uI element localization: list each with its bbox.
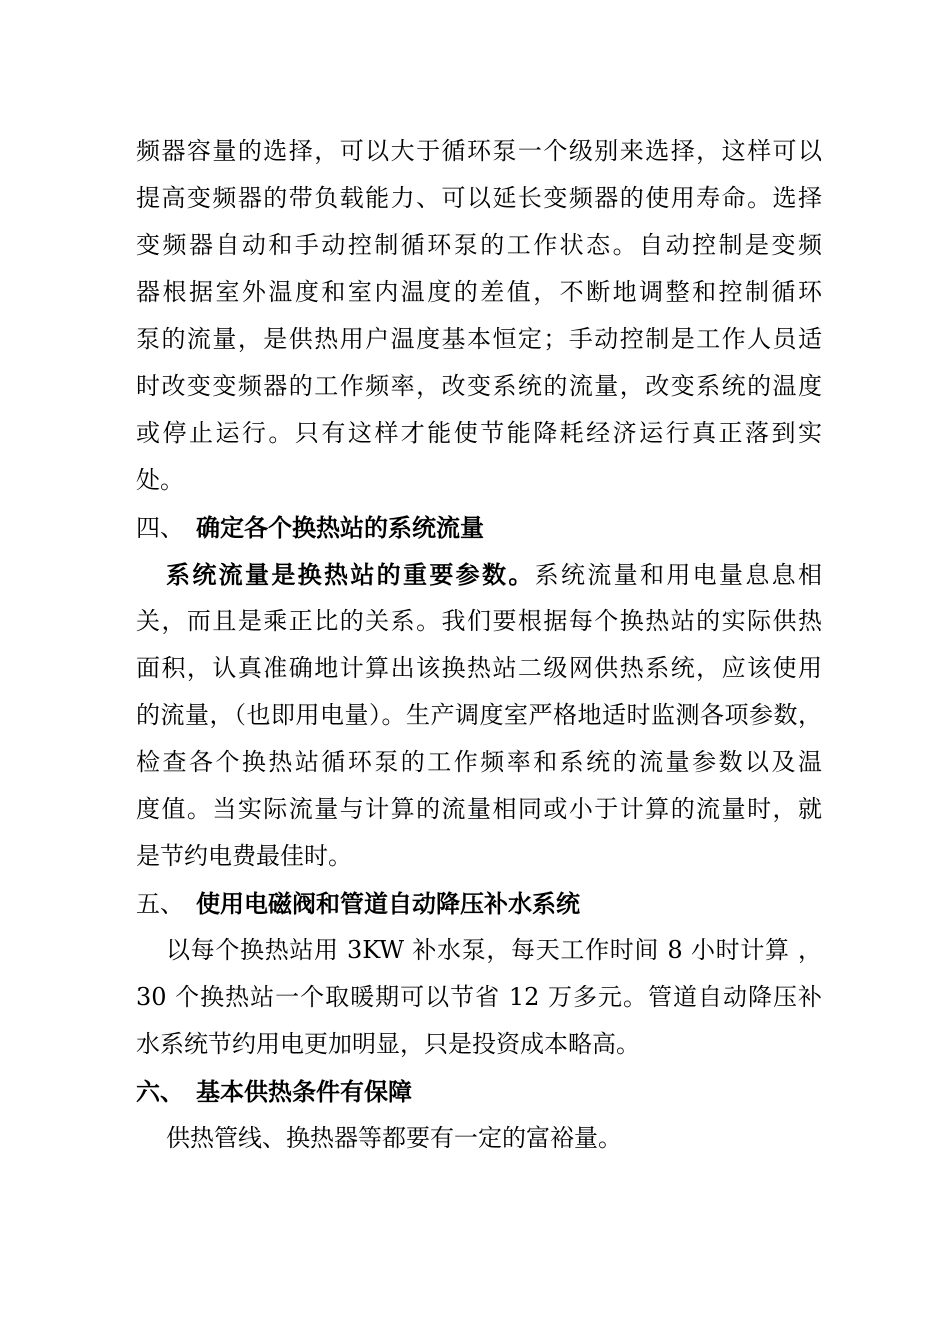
paragraph-line: 面积，认真准确地计算出该换热站二级网供热系统，应该使用 <box>136 654 822 682</box>
paragraph-line: 水系统节约用电更加明显，只是投资成本略高。 <box>136 1030 640 1058</box>
section-number: 四、 <box>136 514 184 542</box>
paragraph-line: 关，而且是乘正比的关系。我们要根据每个换热站的实际供热 <box>136 607 822 635</box>
document-page <box>136 128 822 1162</box>
section-heading-6 <box>136 1068 822 1115</box>
paragraph-line: 时改变变频器的工作频率，改变系统的流量，改变系统的温度 <box>136 372 822 400</box>
paragraph-line: 供热管线、换热器等都要有一定的富裕量。 <box>166 1124 622 1152</box>
paragraph-line: 提高变频器的带负载能力、可以延长变频器的使用寿命。选择 <box>136 184 822 212</box>
paragraph-line: 度值。当实际流量与计算的流量相同或小于计算的流量时，就 <box>136 795 822 823</box>
paragraph-line: 或停止运行。只有这样才能使节能降耗经济运行真正落到实 <box>136 419 822 447</box>
paragraph-line: 处。 <box>136 466 184 494</box>
section-heading-4 <box>136 504 822 551</box>
paragraph-line: 检查各个换热站循环泵的工作频率和系统的流量参数以及温 <box>136 748 822 776</box>
paragraph-line: 的流量，（也即用电量）。生产调度室严格地适时监测各项参数， <box>136 701 822 729</box>
paragraph-line: 器根据室外温度和室内温度的差值，不断地调整和控制循环 <box>136 278 822 306</box>
section-title: 使用电磁阀和管道自动降压补水系统 <box>196 889 580 918</box>
section-number: 五、 <box>136 890 184 918</box>
lead-sentence: 系统流量是换热站的重要参数。 <box>166 560 535 589</box>
section-heading-5 <box>136 880 822 927</box>
paragraph-line <box>136 551 822 598</box>
paragraph-line: 以每个换热站用 3KW 补水泵，每天工作时间 8 小时计算 ， <box>166 936 822 964</box>
lead-rest: 系统流量和用电量息息相 <box>534 561 823 589</box>
paragraph-line: 30 个换热站一个取暖期可以节省 12 万多元。管道自动降压补 <box>136 983 822 1011</box>
section-number: 六、 <box>136 1077 184 1106</box>
paragraph-line: 是节约电费最佳时。 <box>136 842 352 870</box>
paragraph-line: 频器容量的选择，可以大于循环泵一个级别来选择，这样可以 <box>136 137 822 165</box>
section-title: 确定各个换热站的系统流量 <box>196 513 484 542</box>
section-title: 基本供热条件有保障 <box>196 1077 412 1106</box>
paragraph-line: 泵的流量，是供热用户温度基本恒定；手动控制是工作人员适 <box>136 325 822 353</box>
paragraph-line: 变频器自动和手动控制循环泵的工作状态。自动控制是变频 <box>136 231 822 259</box>
